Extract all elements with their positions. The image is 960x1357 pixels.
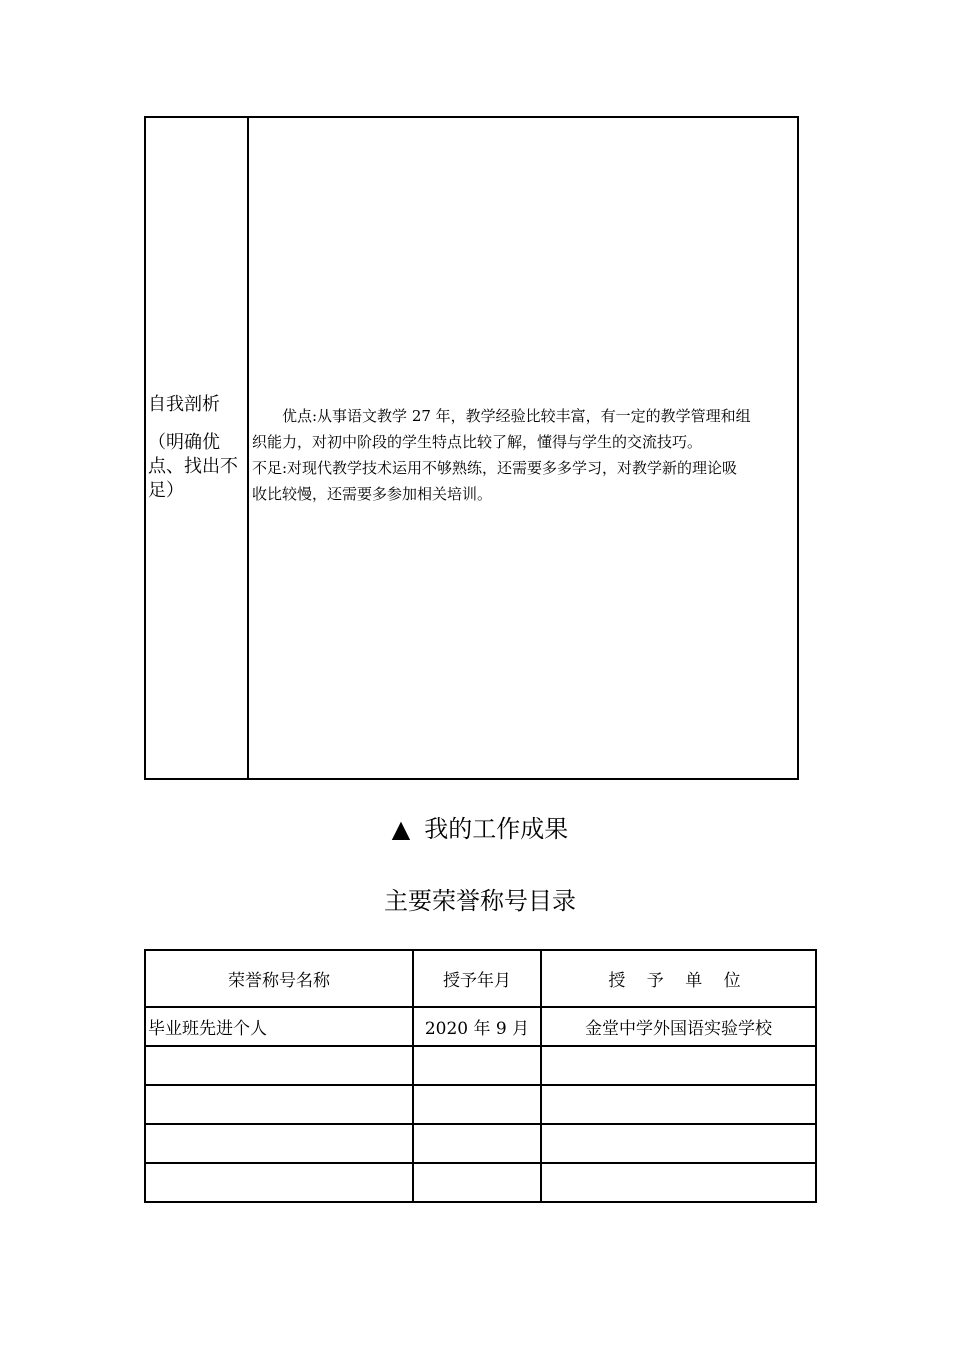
- award-date-cell: [413, 1085, 541, 1124]
- self-analysis-label-cell: [146, 118, 249, 778]
- header-award-unit: 授 予 单 位: [541, 950, 816, 1007]
- self-analysis-note: （明确优 点、找出不 足）: [148, 432, 238, 501]
- honor-name-cell: [145, 1046, 413, 1085]
- weaknesses-paragraph: 不足:对现代教学技术运用不够熟练，还需要多多学习，对教学新的理论吸 收比较慢，还需要多参加相关培训。: [252, 459, 738, 503]
- table-row: [145, 1124, 816, 1163]
- award-date-cell: [413, 1124, 541, 1163]
- honor-name-cell: [145, 1124, 413, 1163]
- award-date-cell: [413, 1163, 541, 1202]
- table-row: [145, 1007, 816, 1046]
- section-heading-text: 我的工作成果: [424, 815, 569, 843]
- award-date-cell: [413, 1046, 541, 1085]
- triangle-up-icon: ▲: [391, 815, 411, 843]
- honors-table: [144, 949, 817, 1203]
- table-row: [145, 1163, 816, 1202]
- table-row: [145, 1085, 816, 1124]
- award-unit-cell: 金堂中学外国语实验学校: [541, 1007, 816, 1046]
- honors-list-title: 主要荣誉称号目录: [384, 887, 576, 915]
- award-unit-cell: [541, 1163, 816, 1202]
- award-unit-cell: [541, 1124, 816, 1163]
- self-analysis-table: [144, 116, 799, 780]
- section-heading: [0, 812, 960, 846]
- award-date-cell: 2020 年 9 月: [413, 1007, 541, 1046]
- header-honor-name: 荣誉称号名称: [145, 950, 413, 1007]
- honor-name-cell: [145, 1163, 413, 1202]
- honor-name-cell: [145, 1085, 413, 1124]
- strengths-paragraph: 优点:从事语文教学 27 年，教学经验比较丰富，有一定的教学管理和组 织能力，对初中阶段的学生特点比较了解，懂得与学生的交流技巧。: [252, 407, 751, 451]
- table-row: [145, 1046, 816, 1085]
- honor-name-cell: 毕业班先进个人: [145, 1007, 413, 1046]
- award-unit-cell: [541, 1085, 816, 1124]
- table-header-row: [145, 950, 816, 1007]
- self-analysis-content-cell: [249, 118, 797, 778]
- award-unit-cell: [541, 1046, 816, 1085]
- self-analysis-title: 自我剖析: [148, 394, 220, 415]
- header-award-date: 授予年月: [413, 950, 541, 1007]
